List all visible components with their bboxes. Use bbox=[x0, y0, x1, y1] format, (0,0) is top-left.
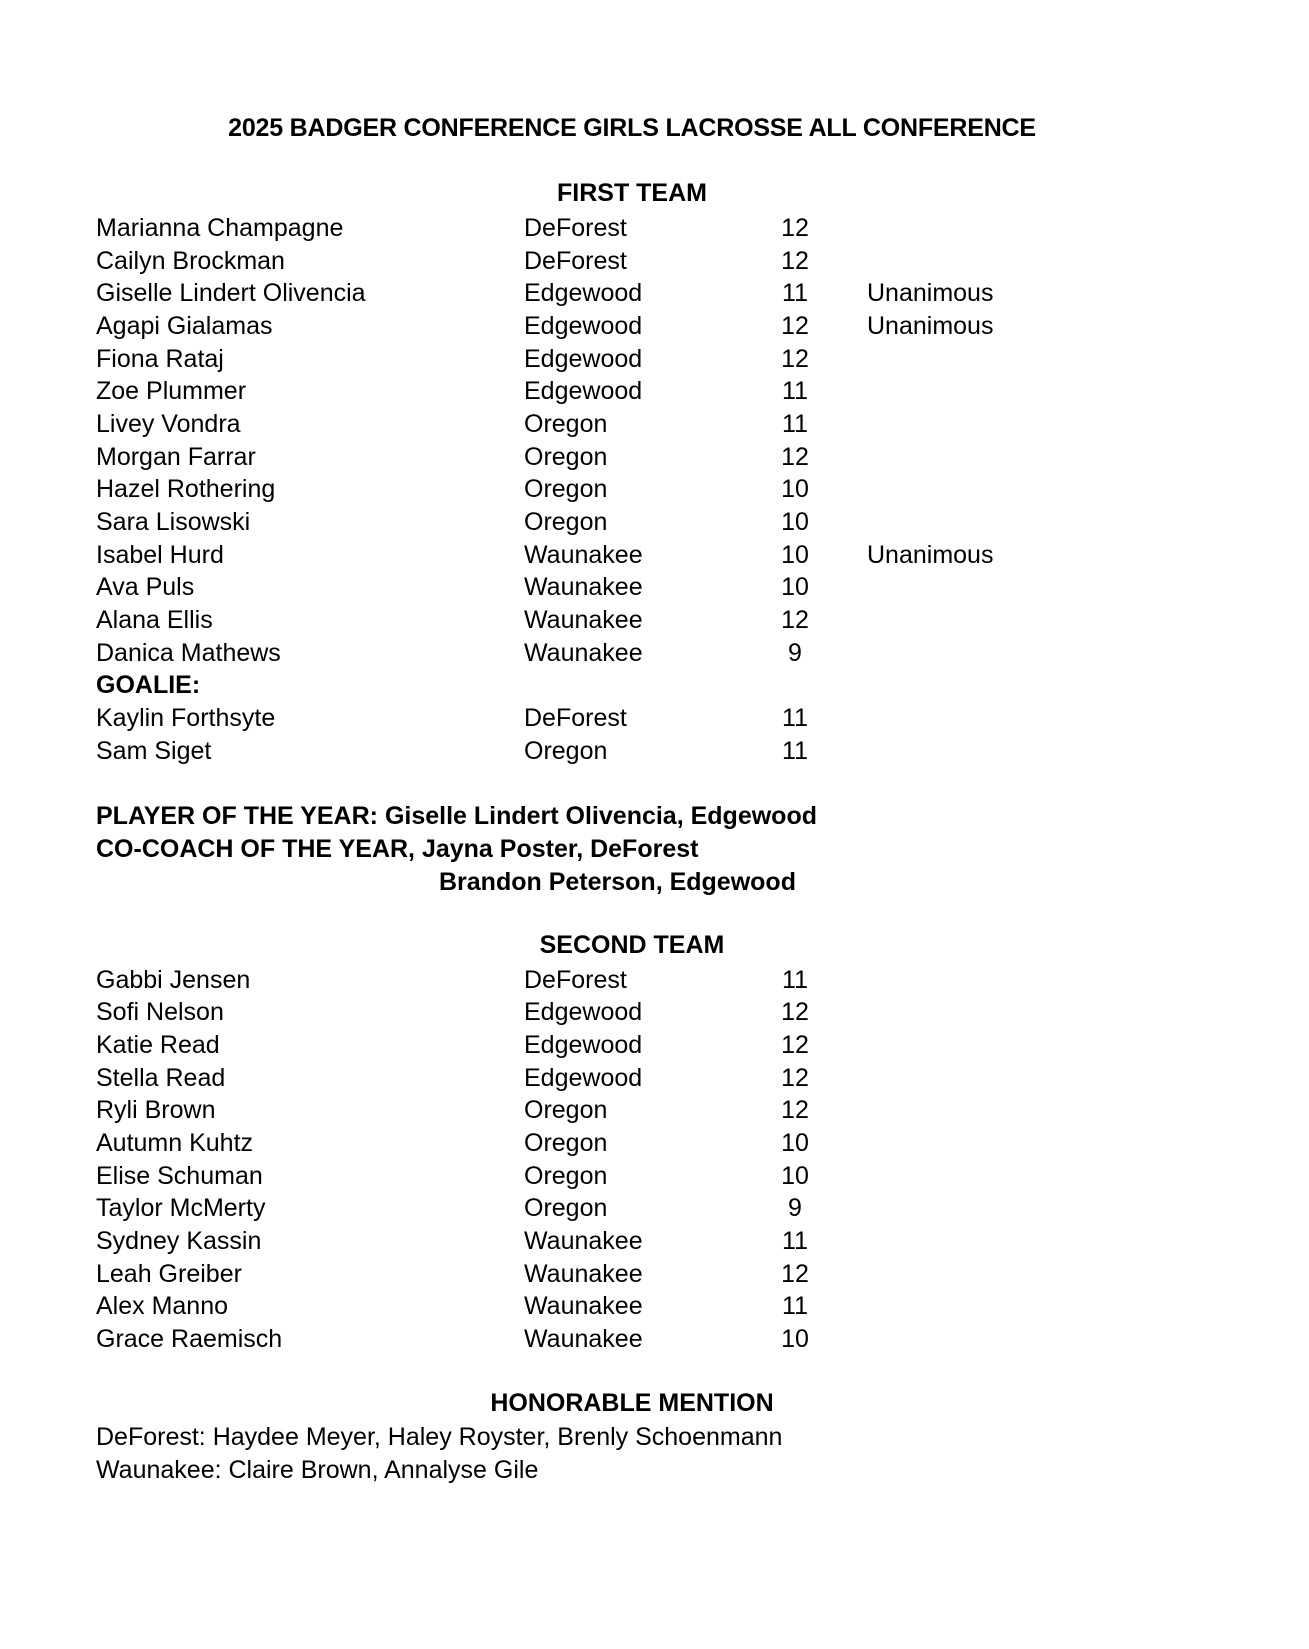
table-row bbox=[96, 964, 1196, 996]
player-grade: 11 bbox=[782, 1292, 808, 1320]
table-row bbox=[96, 408, 1196, 440]
table-row bbox=[96, 1160, 1196, 1192]
player-grade: 12 bbox=[781, 1096, 809, 1124]
player-grade: 10 bbox=[781, 1129, 809, 1157]
player-name: Katie Read bbox=[96, 1031, 220, 1059]
player-school: Oregon bbox=[524, 1096, 608, 1124]
player-school: Waunakee bbox=[524, 541, 643, 569]
player-name: Danica Mathews bbox=[96, 639, 281, 667]
player-school: Edgewood bbox=[524, 312, 643, 340]
player-school: Oregon bbox=[524, 475, 608, 503]
player-school: Waunakee bbox=[524, 639, 643, 667]
table-row bbox=[96, 473, 1196, 505]
table-row bbox=[96, 212, 1196, 244]
player-grade: 11 bbox=[782, 279, 808, 307]
player-school: Edgewood bbox=[524, 279, 643, 307]
player-grade: 9 bbox=[788, 1194, 802, 1222]
player-grade: 12 bbox=[781, 1064, 809, 1092]
player-school: Edgewood bbox=[524, 345, 643, 373]
player-school: Oregon bbox=[524, 410, 608, 438]
player-name: Livey Vondra bbox=[96, 410, 241, 438]
table-row bbox=[96, 1258, 1196, 1290]
table-row bbox=[96, 1225, 1196, 1257]
player-name: Ava Puls bbox=[96, 573, 195, 601]
player-school: Waunakee bbox=[524, 573, 643, 601]
table-row bbox=[96, 702, 1196, 734]
goalie-grade: 11 bbox=[782, 737, 808, 765]
goalie-school: DeForest bbox=[524, 704, 627, 732]
player-school: Waunakee bbox=[524, 1325, 643, 1353]
player-school: Edgewood bbox=[524, 377, 643, 405]
player-name: Agapi Gialamas bbox=[96, 312, 273, 340]
player-school: Oregon bbox=[524, 1162, 608, 1190]
player-grade: 11 bbox=[782, 410, 808, 438]
player-note: Unanimous bbox=[867, 541, 994, 569]
player-name: Stella Read bbox=[96, 1064, 226, 1092]
player-name: Elise Schuman bbox=[96, 1162, 263, 1190]
table-row bbox=[96, 1029, 1196, 1061]
player-name: Ryli Brown bbox=[96, 1096, 216, 1124]
player-school: Waunakee bbox=[524, 1260, 643, 1288]
player-school: Oregon bbox=[524, 508, 608, 536]
player-grade: 12 bbox=[781, 443, 809, 471]
player-school: Oregon bbox=[524, 1194, 608, 1222]
co-coach-of-the-year-second: Brandon Peterson, Edgewood bbox=[439, 868, 796, 896]
player-grade: 12 bbox=[781, 1031, 809, 1059]
player-school: Edgewood bbox=[524, 998, 643, 1026]
player-grade: 10 bbox=[781, 1325, 809, 1353]
player-name: Grace Raemisch bbox=[96, 1325, 283, 1353]
player-grade: 11 bbox=[782, 1227, 808, 1255]
player-name: Zoe Plummer bbox=[96, 377, 247, 405]
table-row bbox=[96, 375, 1196, 407]
player-name: Alana Ellis bbox=[96, 606, 213, 634]
table-row bbox=[96, 1094, 1196, 1126]
player-name: Sofi Nelson bbox=[96, 998, 224, 1026]
player-school: DeForest bbox=[524, 214, 627, 242]
player-grade: 10 bbox=[781, 475, 809, 503]
table-row bbox=[96, 996, 1196, 1028]
player-note: Unanimous bbox=[867, 279, 994, 307]
player-grade: 10 bbox=[781, 1162, 809, 1190]
player-name: Fiona Rataj bbox=[96, 345, 224, 373]
player-name: Isabel Hurd bbox=[96, 541, 224, 569]
player-school: Waunakee bbox=[524, 1227, 643, 1255]
player-grade: 12 bbox=[781, 247, 809, 275]
table-row bbox=[96, 310, 1196, 342]
goalie-name: Kaylin Forthsyte bbox=[96, 704, 276, 732]
player-school: Oregon bbox=[524, 443, 608, 471]
player-grade: 12 bbox=[781, 214, 809, 242]
table-row bbox=[96, 604, 1196, 636]
co-coach-of-the-year: CO-COACH OF THE YEAR, Jayna Poster, DeForest bbox=[96, 835, 699, 863]
player-name: Hazel Rothering bbox=[96, 475, 276, 503]
honorable-mention-deforest: DeForest: Haydee Meyer, Haley Royster, Brenly Schoenmann bbox=[96, 1423, 783, 1451]
player-grade: 12 bbox=[781, 345, 809, 373]
goalie-name: Sam Siget bbox=[96, 737, 212, 765]
player-name: Sydney Kassin bbox=[96, 1227, 262, 1255]
document-title: 2025 BADGER CONFERENCE GIRLS LACROSSE ALL CONFERENCE bbox=[228, 114, 1036, 142]
first-team-heading: FIRST TEAM bbox=[557, 179, 707, 207]
player-name: Leah Greiber bbox=[96, 1260, 242, 1288]
table-row bbox=[96, 1127, 1196, 1159]
player-school: Oregon bbox=[524, 1129, 608, 1157]
player-grade: 11 bbox=[782, 377, 808, 405]
player-name: Marianna Champagne bbox=[96, 214, 344, 242]
player-school: Edgewood bbox=[524, 1031, 643, 1059]
player-name: Alex Manno bbox=[96, 1292, 229, 1320]
table-row bbox=[96, 506, 1196, 538]
player-grade: 12 bbox=[781, 312, 809, 340]
player-school: DeForest bbox=[524, 966, 627, 994]
player-school: Edgewood bbox=[524, 1064, 643, 1092]
goalie-grade: 11 bbox=[782, 704, 808, 732]
player-grade: 10 bbox=[781, 508, 809, 536]
table-row bbox=[96, 1290, 1196, 1322]
player-name: Sara Lisowski bbox=[96, 508, 251, 536]
player-grade: 9 bbox=[788, 639, 802, 667]
player-grade: 12 bbox=[781, 1260, 809, 1288]
goalie-school: Oregon bbox=[524, 737, 608, 765]
table-row bbox=[96, 245, 1196, 277]
table-row bbox=[96, 1192, 1196, 1224]
player-name: Morgan Farrar bbox=[96, 443, 256, 471]
table-row bbox=[96, 1062, 1196, 1094]
player-of-the-year: PLAYER OF THE YEAR: Giselle Lindert Olivencia, Edgewood bbox=[96, 802, 817, 830]
player-grade: 12 bbox=[781, 606, 809, 634]
table-row bbox=[96, 1323, 1196, 1355]
player-name: Autumn Kuhtz bbox=[96, 1129, 254, 1157]
table-row bbox=[96, 735, 1196, 767]
player-name: Giselle Lindert Olivencia bbox=[96, 279, 366, 307]
table-row bbox=[96, 637, 1196, 669]
table-row bbox=[96, 343, 1196, 375]
table-row bbox=[96, 277, 1196, 309]
player-name: Cailyn Brockman bbox=[96, 247, 285, 275]
player-school: DeForest bbox=[524, 247, 627, 275]
player-grade: 11 bbox=[782, 966, 808, 994]
table-row bbox=[96, 539, 1196, 571]
player-school: Waunakee bbox=[524, 606, 643, 634]
player-grade: 10 bbox=[781, 541, 809, 569]
player-grade: 12 bbox=[781, 998, 809, 1026]
player-note: Unanimous bbox=[867, 312, 994, 340]
player-name: Taylor McMerty bbox=[96, 1194, 266, 1222]
player-grade: 10 bbox=[781, 573, 809, 601]
table-row bbox=[96, 441, 1196, 473]
player-school: Waunakee bbox=[524, 1292, 643, 1320]
player-name: Gabbi Jensen bbox=[96, 966, 251, 994]
table-row bbox=[96, 571, 1196, 603]
honorable-mention-heading: HONORABLE MENTION bbox=[490, 1389, 774, 1417]
second-team-heading: SECOND TEAM bbox=[539, 931, 725, 959]
goalie-heading: GOALIE: bbox=[96, 671, 201, 699]
honorable-mention-waunakee: Waunakee: Claire Brown, Annalyse Gile bbox=[96, 1456, 539, 1484]
